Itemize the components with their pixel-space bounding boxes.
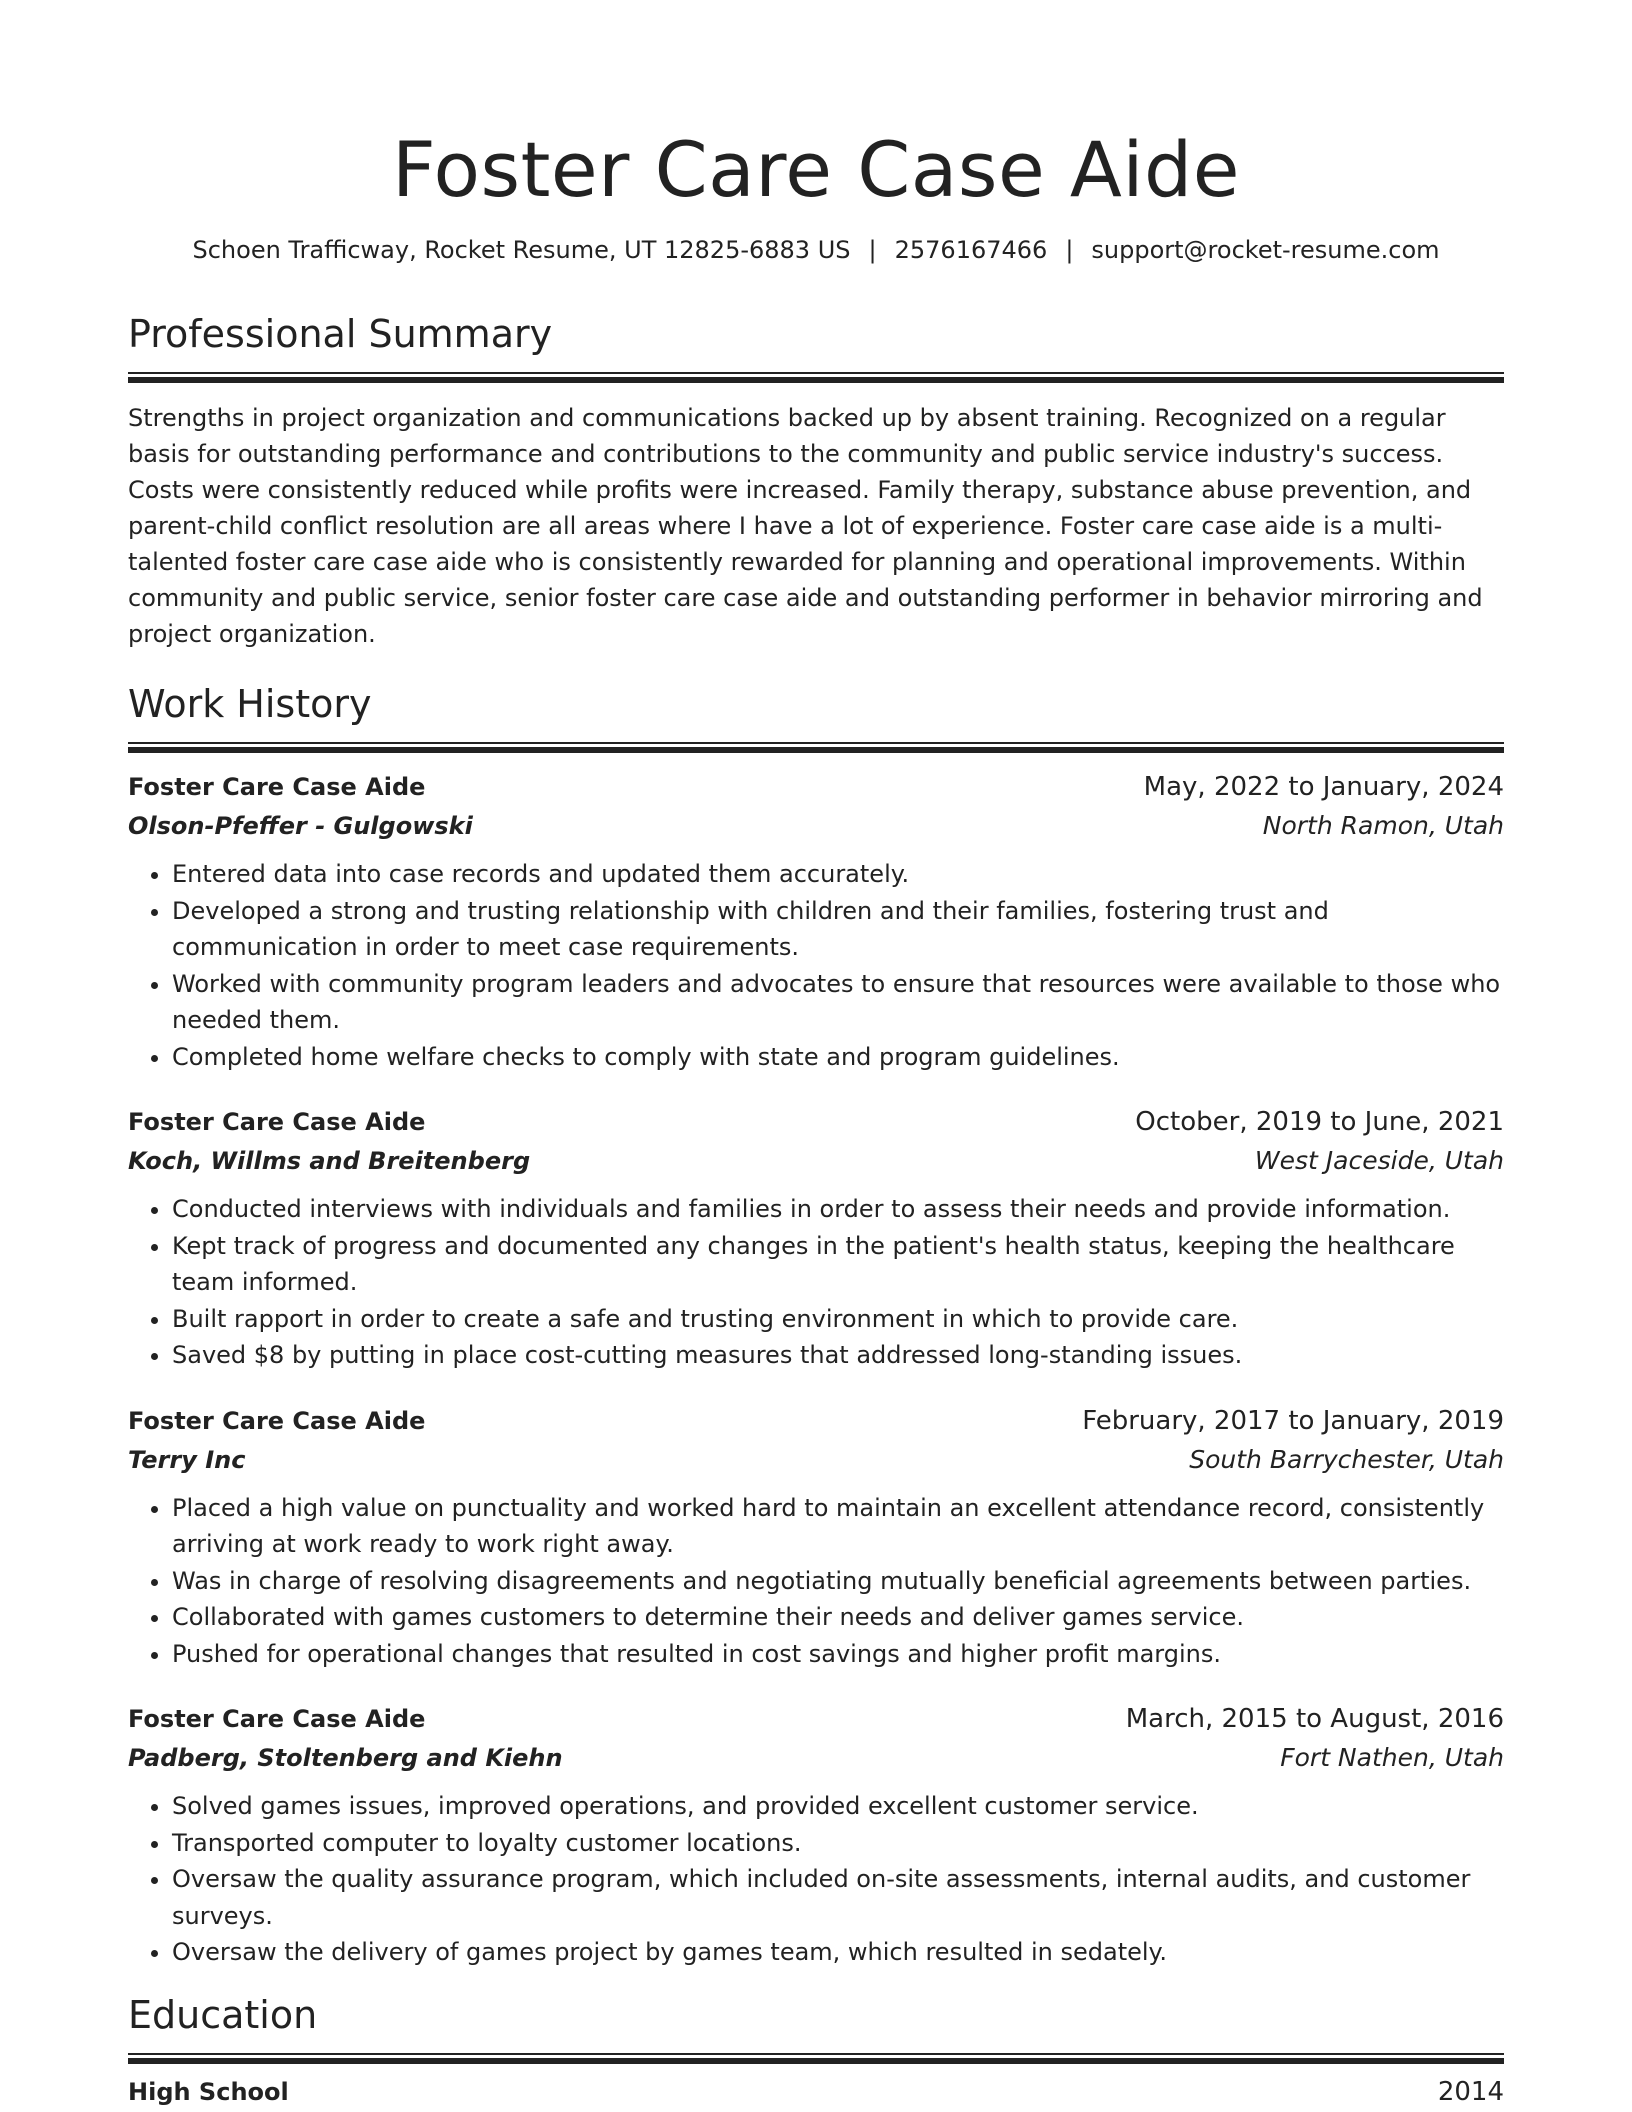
contact-phone: 2576167466 [894,236,1048,264]
job-dates: March, 2015 to August, 2016 [1125,1704,1504,1734]
work-history-section [128,682,1504,1971]
job-dates: October, 2019 to June, 2021 [1135,1107,1504,1137]
job-dates: May, 2022 to January, 2024 [1143,772,1504,802]
job-location: Fort Nathen, Utah [1280,1743,1504,1772]
job-bullets [128,1191,1504,1374]
resume-page [128,0,1504,2111]
contact-email: support@rocket-resume.com [1091,236,1440,264]
list-item: • Saved $8 by putting in place cost-cutting measures that addressed long-standing issues. [172,1337,1504,1374]
list-item: • Worked with community program leaders and advocates to ensure that resources were available to those who needed them. [172,966,1504,1039]
job-company: Olson-Pfeffer - Gulgowski [128,812,473,840]
list-item: • Collaborated with games customers to determine their needs and deliver games service. [172,1599,1504,1636]
list-item: • Kept track of progress and documented any changes in the patient's health status, keeping the healthcare team informed. [172,1228,1504,1301]
job-employer-row [128,1738,1504,1778]
list-item: • Oversaw the delivery of games project by games team, which resulted in sedately. [172,1934,1504,1971]
job-entry [128,1700,1504,1971]
job-entry [128,768,1504,1075]
list-item: • Built rapport in order to create a safe and trusting environment in which to provide care. [172,1301,1504,1338]
job-header-row [128,1402,1504,1440]
job-company: Terry Inc [128,1445,246,1474]
education-entry [128,2073,1504,2111]
education-year: 2014 [1437,2076,1504,2107]
contact-separator: | [1065,236,1074,264]
education-degree: High School [128,2077,289,2106]
candidate-name: Foster Care Case Aide [392,125,1240,214]
job-bullets [128,856,1504,1075]
list-item: • Transported computer to loyalty customer locations. [172,1825,1504,1862]
education-section [128,1993,1504,2111]
list-item: • Entered data into case records and updated them accurately. [172,856,1504,893]
section-title: Education [128,1992,318,2037]
section-title: Professional Summary [128,312,553,356]
job-entry [128,1103,1504,1374]
professional-summary-section [128,312,1504,652]
job-title: Foster Care Case Aide [128,1406,426,1435]
list-item: • Solved games issues, improved operations, and provided excellent customer service. [172,1788,1504,1825]
list-item: • Was in charge of resolving disagreements and negotiating mutually beneficial agreements between parties. [172,1563,1504,1600]
list-item: • Developed a strong and trusting relationship with children and their families, fostering trust and communication in order to meet case requirements. [172,893,1504,966]
job-title: Foster Care Case Aide [128,1108,426,1136]
job-company: Koch, Willms and Breitenberg [128,1147,531,1175]
job-entry [128,1402,1504,1673]
job-header-row [128,768,1504,806]
job-location: South Barrychester, Utah [1189,1444,1504,1474]
list-item: • Oversaw the quality assurance program, which included on-site assessments, internal audits, and customer surveys. [172,1861,1504,1934]
job-employer-row [128,1141,1504,1181]
job-bullets [128,1490,1504,1673]
contact-line [128,234,1504,266]
section-title: Work History [128,682,372,726]
job-location: West Jaceside, Utah [1254,1146,1504,1175]
job-location: North Ramon, Utah [1262,811,1504,840]
list-item: • Pushed for operational changes that resulted in cost savings and higher profit margins. [172,1636,1504,1673]
job-employer-row [128,1440,1504,1480]
job-header-row [128,1103,1504,1141]
list-item: • Placed a high value on punctuality and worked hard to maintain an excellent attendance record, consistently arriving at work ready to work right away. [172,1490,1504,1563]
section-divider [128,2053,1504,2055]
summary-text: Strengths in project organization and communications backed up by absent training. Recognized on a regular basis for outstanding performance and contributions to the community and public service industry's success. Costs were consistently reduced while profits were increased. Family therapy, substance abuse prevention, and parent-child conflict resolution are all areas where I have a lot of experience. Foster care case aide is a multi-talented foster care case aide who is consistently rewarded for planning and operational improvements. Within community and public service, senior foster care case aide and outstanding performer in behavior mirroring and project organization. [128,404,1483,648]
job-header-row [128,1700,1504,1738]
section-divider [128,742,1504,744]
section-divider [128,372,1504,374]
contact-address: Schoen Trafficway, Rocket Resume, UT 12825-6883 US [192,236,851,264]
job-employer-row [128,806,1504,846]
list-item: • Conducted interviews with individuals and families in order to assess their needs and provide information. [172,1191,1504,1228]
job-company: Padberg, Stoltenberg and Kiehn [128,1744,563,1772]
contact-separator: | [868,236,877,264]
job-bullets [128,1788,1504,1971]
job-title: Foster Care Case Aide [128,773,426,801]
list-item: • Completed home welfare checks to comply with state and program guidelines. [172,1039,1504,1076]
job-dates: February, 2017 to January, 2019 [1082,1405,1504,1436]
resume-header [128,0,1504,266]
job-title: Foster Care Case Aide [128,1705,426,1733]
